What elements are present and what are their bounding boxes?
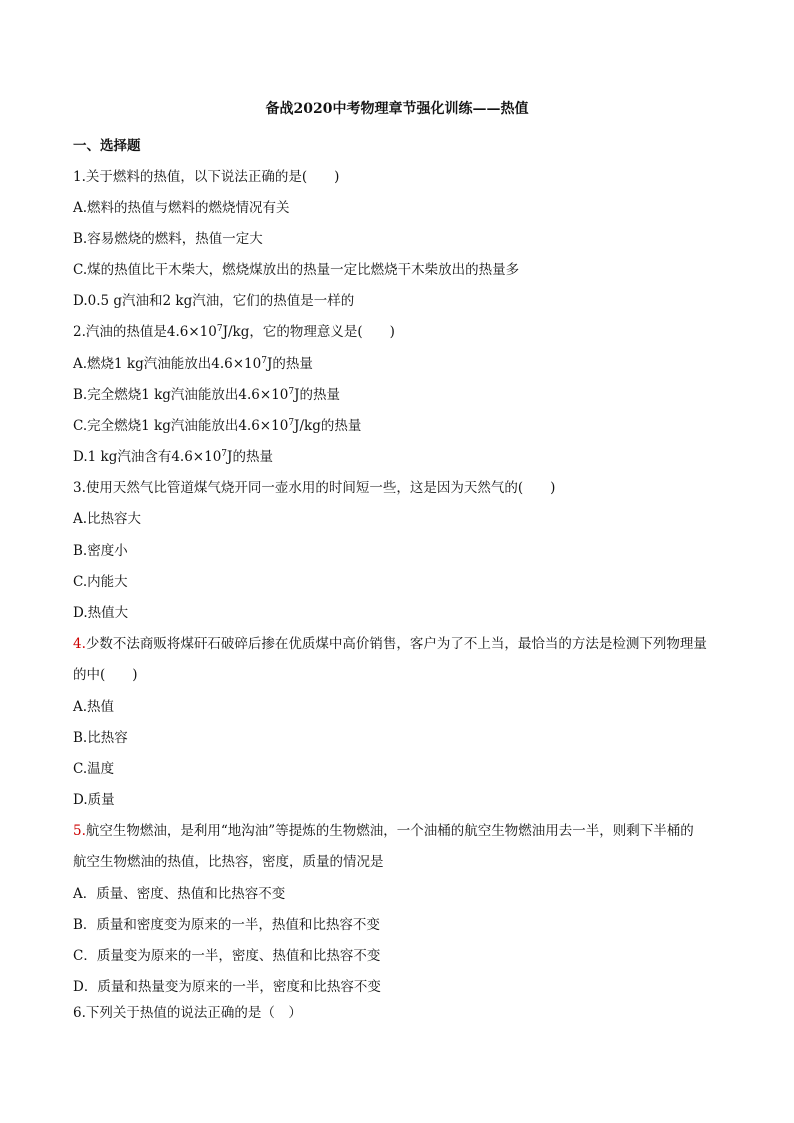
option-text-end: J的热量 bbox=[266, 356, 313, 372]
question-3-option-d: D.热值大 bbox=[73, 605, 129, 621]
question-5-option-b: B．质量和密度变为原来的一半，热值和比热容不变 bbox=[73, 917, 380, 933]
question-3-option-b: B.密度小 bbox=[73, 543, 128, 559]
section-heading: 一、选择题 bbox=[73, 138, 141, 154]
question-2-stem-text: 2.汽油的热值是4.6×10 bbox=[73, 324, 217, 340]
question-4-stem-line-1 bbox=[73, 635, 707, 653]
option-text-end: J的热量 bbox=[294, 387, 341, 403]
option-text-end: J的热量 bbox=[227, 449, 273, 465]
question-5-stem-line-2: 航空生物燃油的热值，比热容，密度，质量的情况是 bbox=[73, 854, 384, 870]
question-5-option-d: D．质量和热量变为原来的一半，密度和比热容不变 bbox=[73, 979, 381, 995]
question-2-stem bbox=[73, 323, 395, 341]
question-2-option-b bbox=[73, 386, 340, 404]
option-text: A.燃烧1 kg汽油能放出4.6×10 bbox=[73, 356, 262, 372]
question-1-option-a: A.燃料的热值与燃料的燃烧情况有关 bbox=[73, 200, 290, 216]
question-5-number: 5. bbox=[73, 823, 86, 839]
question-2-option-d bbox=[73, 448, 273, 466]
question-4-stem-text: 少数不法商贩将煤矸石破碎后掺在优质煤中高价销售，客户为了不上当，最恰当的方法是检测下列物理量 bbox=[85, 636, 707, 652]
question-6-stem: 6.下列关于热值的说法正确的是（ ） bbox=[73, 1005, 302, 1021]
question-4-option-c: C.温度 bbox=[73, 761, 115, 777]
exponent: 7 bbox=[288, 387, 295, 397]
question-1-stem: 1.关于燃料的热值，以下说法正确的是( ) bbox=[73, 169, 340, 185]
question-5-option-a: A．质量、密度、热值和比热容不变 bbox=[73, 886, 286, 902]
question-4-stem-line-2: 的中( ) bbox=[73, 667, 138, 683]
question-2-option-a bbox=[73, 355, 313, 373]
option-text-end: J/kg的热量 bbox=[294, 418, 362, 434]
question-4-option-d: D.质量 bbox=[73, 792, 115, 808]
question-4-option-a: A.热值 bbox=[73, 699, 115, 715]
question-5-stem-line-1 bbox=[73, 822, 694, 840]
question-3-option-a: A.比热容大 bbox=[73, 511, 142, 527]
exponent: 7 bbox=[216, 324, 223, 334]
question-4-option-b: B.比热容 bbox=[73, 730, 128, 746]
exponent: 7 bbox=[288, 418, 295, 428]
question-2-option-c bbox=[73, 417, 361, 435]
document-title: 备战2020中考物理章节强化训练——热值 bbox=[265, 101, 529, 117]
option-text: C.完全燃烧1 kg汽油能放出4.6×10 bbox=[73, 418, 289, 434]
question-1-option-c: C.煤的热值比干木柴大，燃烧煤放出的热量一定比燃烧干木柴放出的热量多 bbox=[73, 262, 520, 278]
question-2-stem-text-end: J/kg，它的物理意义是( ) bbox=[222, 324, 395, 340]
question-1-option-d: D.0.5 g汽油和2 kg汽油，它们的热值是一样的 bbox=[73, 293, 355, 309]
question-5-option-c: C．质量变为原来的一半，密度、热值和比热容不变 bbox=[73, 948, 381, 964]
exponent: 7 bbox=[261, 356, 267, 366]
question-3-stem: 3.使用天然气比管道煤气烧开同一壶水用的时间短一些，这是因为天然气的( ) bbox=[73, 480, 556, 496]
question-1-option-b: B.容易燃烧的燃料，热值一定大 bbox=[73, 231, 263, 247]
exponent: 7 bbox=[221, 449, 228, 459]
option-text: D.1 kg汽油含有4.6×10 bbox=[73, 449, 222, 465]
question-5-stem-text: 航空生物燃油，是利用“地沟油”等提炼的生物燃油，一个油桶的航空生物燃油用去一半，则剩下半桶的 bbox=[85, 823, 694, 839]
question-3-option-c: C.内能大 bbox=[73, 574, 128, 590]
option-text: B.完全燃烧1 kg汽油能放出4.6×10 bbox=[73, 387, 289, 403]
question-4-number: 4. bbox=[73, 636, 86, 652]
